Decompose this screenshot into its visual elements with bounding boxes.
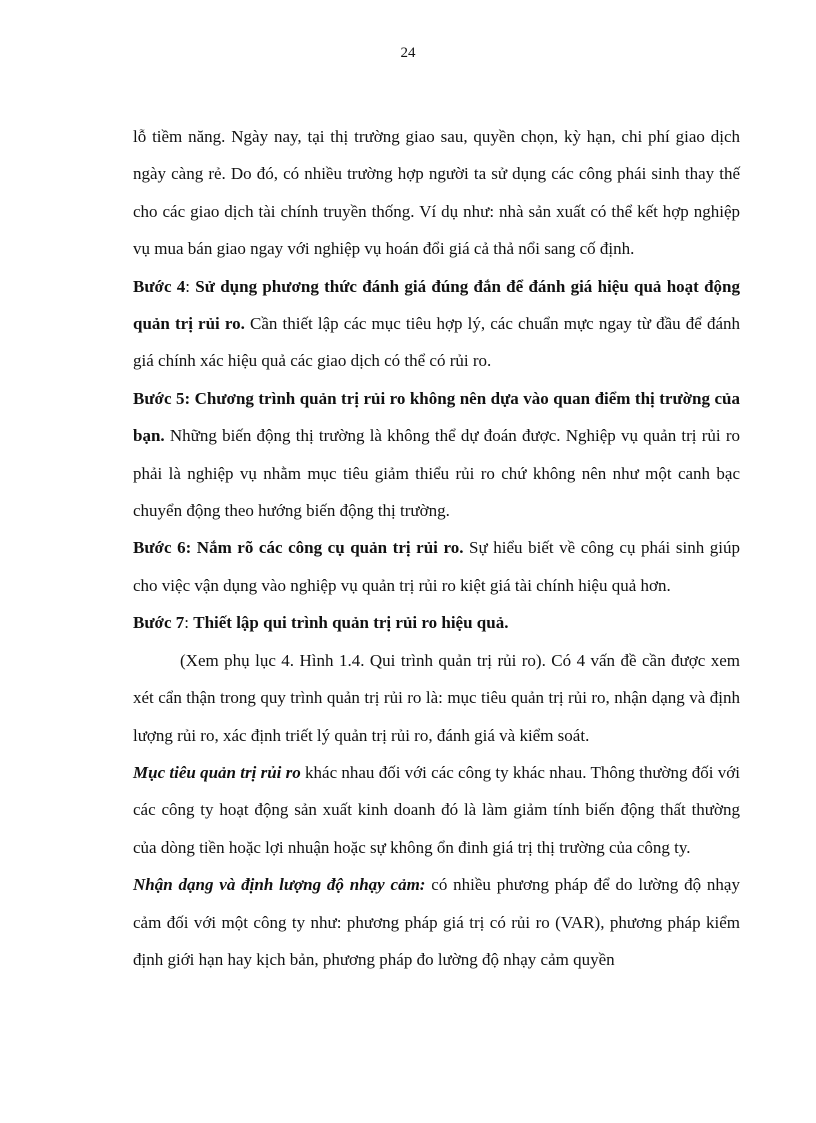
paragraph-step-5: [133, 380, 740, 530]
step-4-separator: :: [185, 276, 196, 296]
paragraph-identification: [133, 866, 740, 978]
identification-body: có nhiều phương pháp để do lường độ nhạy cảm đối với một công ty như: phương pháp giá trị có rủi ro (VAR), phương pháp kiểm định giới hạn hay kịch bản, phương pháp đo lường độ nhạy cảm quyền: [133, 875, 740, 969]
step-5-title: Bước 5: Chương trình quản trị rủi ro không nên dựa vào quan điểm thị trường của bạn.: [133, 388, 740, 446]
identification-title: Nhận dạng và định lượng độ nhạy cảm:: [133, 875, 426, 895]
step-4-title: Sử dụng phương thức đánh giá đúng đắn để đánh giá hiệu quả hoạt động quản trị rủi ro.: [133, 276, 741, 334]
paragraph-continuation: lỗ tiềm năng. Ngày nay, tại thị trường giao sau, quyền chọn, kỳ hạn, chi phí giao dịch ngày càng rẻ. Do đó, có nhiều trường hợp người ta sử dụng các công phái sinh thay thế cho các giao dịch tài chính truyền thống. Ví dụ như: nhà sản xuất có thể kết hợp nghiệp vụ mua bán giao ngay với nghiệp vụ hoán đổi giá cả thả nổi sang cố định.: [133, 127, 740, 259]
paragraph-step-7: [133, 604, 740, 641]
step-6-body: Sự hiểu biết về công cụ phái sinh giúp cho việc vận dụng vào nghiệp vụ quản trị rủi ro kiệt giá tài chính hiệu quả hơn.: [133, 538, 740, 595]
paragraph-step-4: [133, 268, 740, 380]
risk-goal-title: Mục tiêu quản trị rủi ro: [133, 762, 301, 782]
paragraph-risk-goal: [133, 754, 740, 866]
paragraph-step-6: [133, 529, 740, 604]
page-number: 24: [400, 45, 416, 61]
step-5-body: Những biến động thị trường là không thể dự đoán được. Nghiệp vụ quản trị rủi ro phải là nghiệp vụ nhằm mục tiêu giảm thiểu rủi ro chứ không nên như một canh bạc chuyển động theo hướng biến động thị trường.: [133, 426, 740, 521]
step-4-body: Cần thiết lập các mục tiêu hợp lý, các chuẩn mực ngay từ đầu để đánh giá chính xác hiệu quả các giao dịch có thể có rủi ro.: [133, 314, 740, 371]
document-body: [133, 118, 740, 978]
step-7-title: Thiết lập qui trình quản trị rủi ro hiệu quả.: [193, 613, 509, 633]
paragraph-appendix-reference: (Xem phụ lục 4. Hình 1.4. Qui trình quản trị rủi ro). Có 4 vấn đề cần được xem xét cẩn thận trong quy trình quản trị rủi ro là: mục tiêu quản trị rủi ro, nhận dạng và định lượng rủi ro, xác định triết lý quản trị rủi ro, đánh giá và kiểm soát.: [133, 650, 740, 745]
step-7-label: Bước 7: [133, 613, 185, 633]
step-4-label: Bước 4: [133, 276, 186, 296]
step-6-title: Bước 6: Nắm rõ các công cụ quản trị rủi ro.: [133, 538, 464, 558]
step-7-separator: :: [184, 613, 194, 633]
risk-goal-body: khác nhau đối với các công ty khác nhau. Thông thường đối với các công ty hoạt động sản xuất kinh doanh đó là làm giảm tính biến động thất thường của dòng tiền hoặc lợi nhuận hoặc sự không ổn đinh giá trị thị trường của công ty.: [133, 762, 740, 857]
